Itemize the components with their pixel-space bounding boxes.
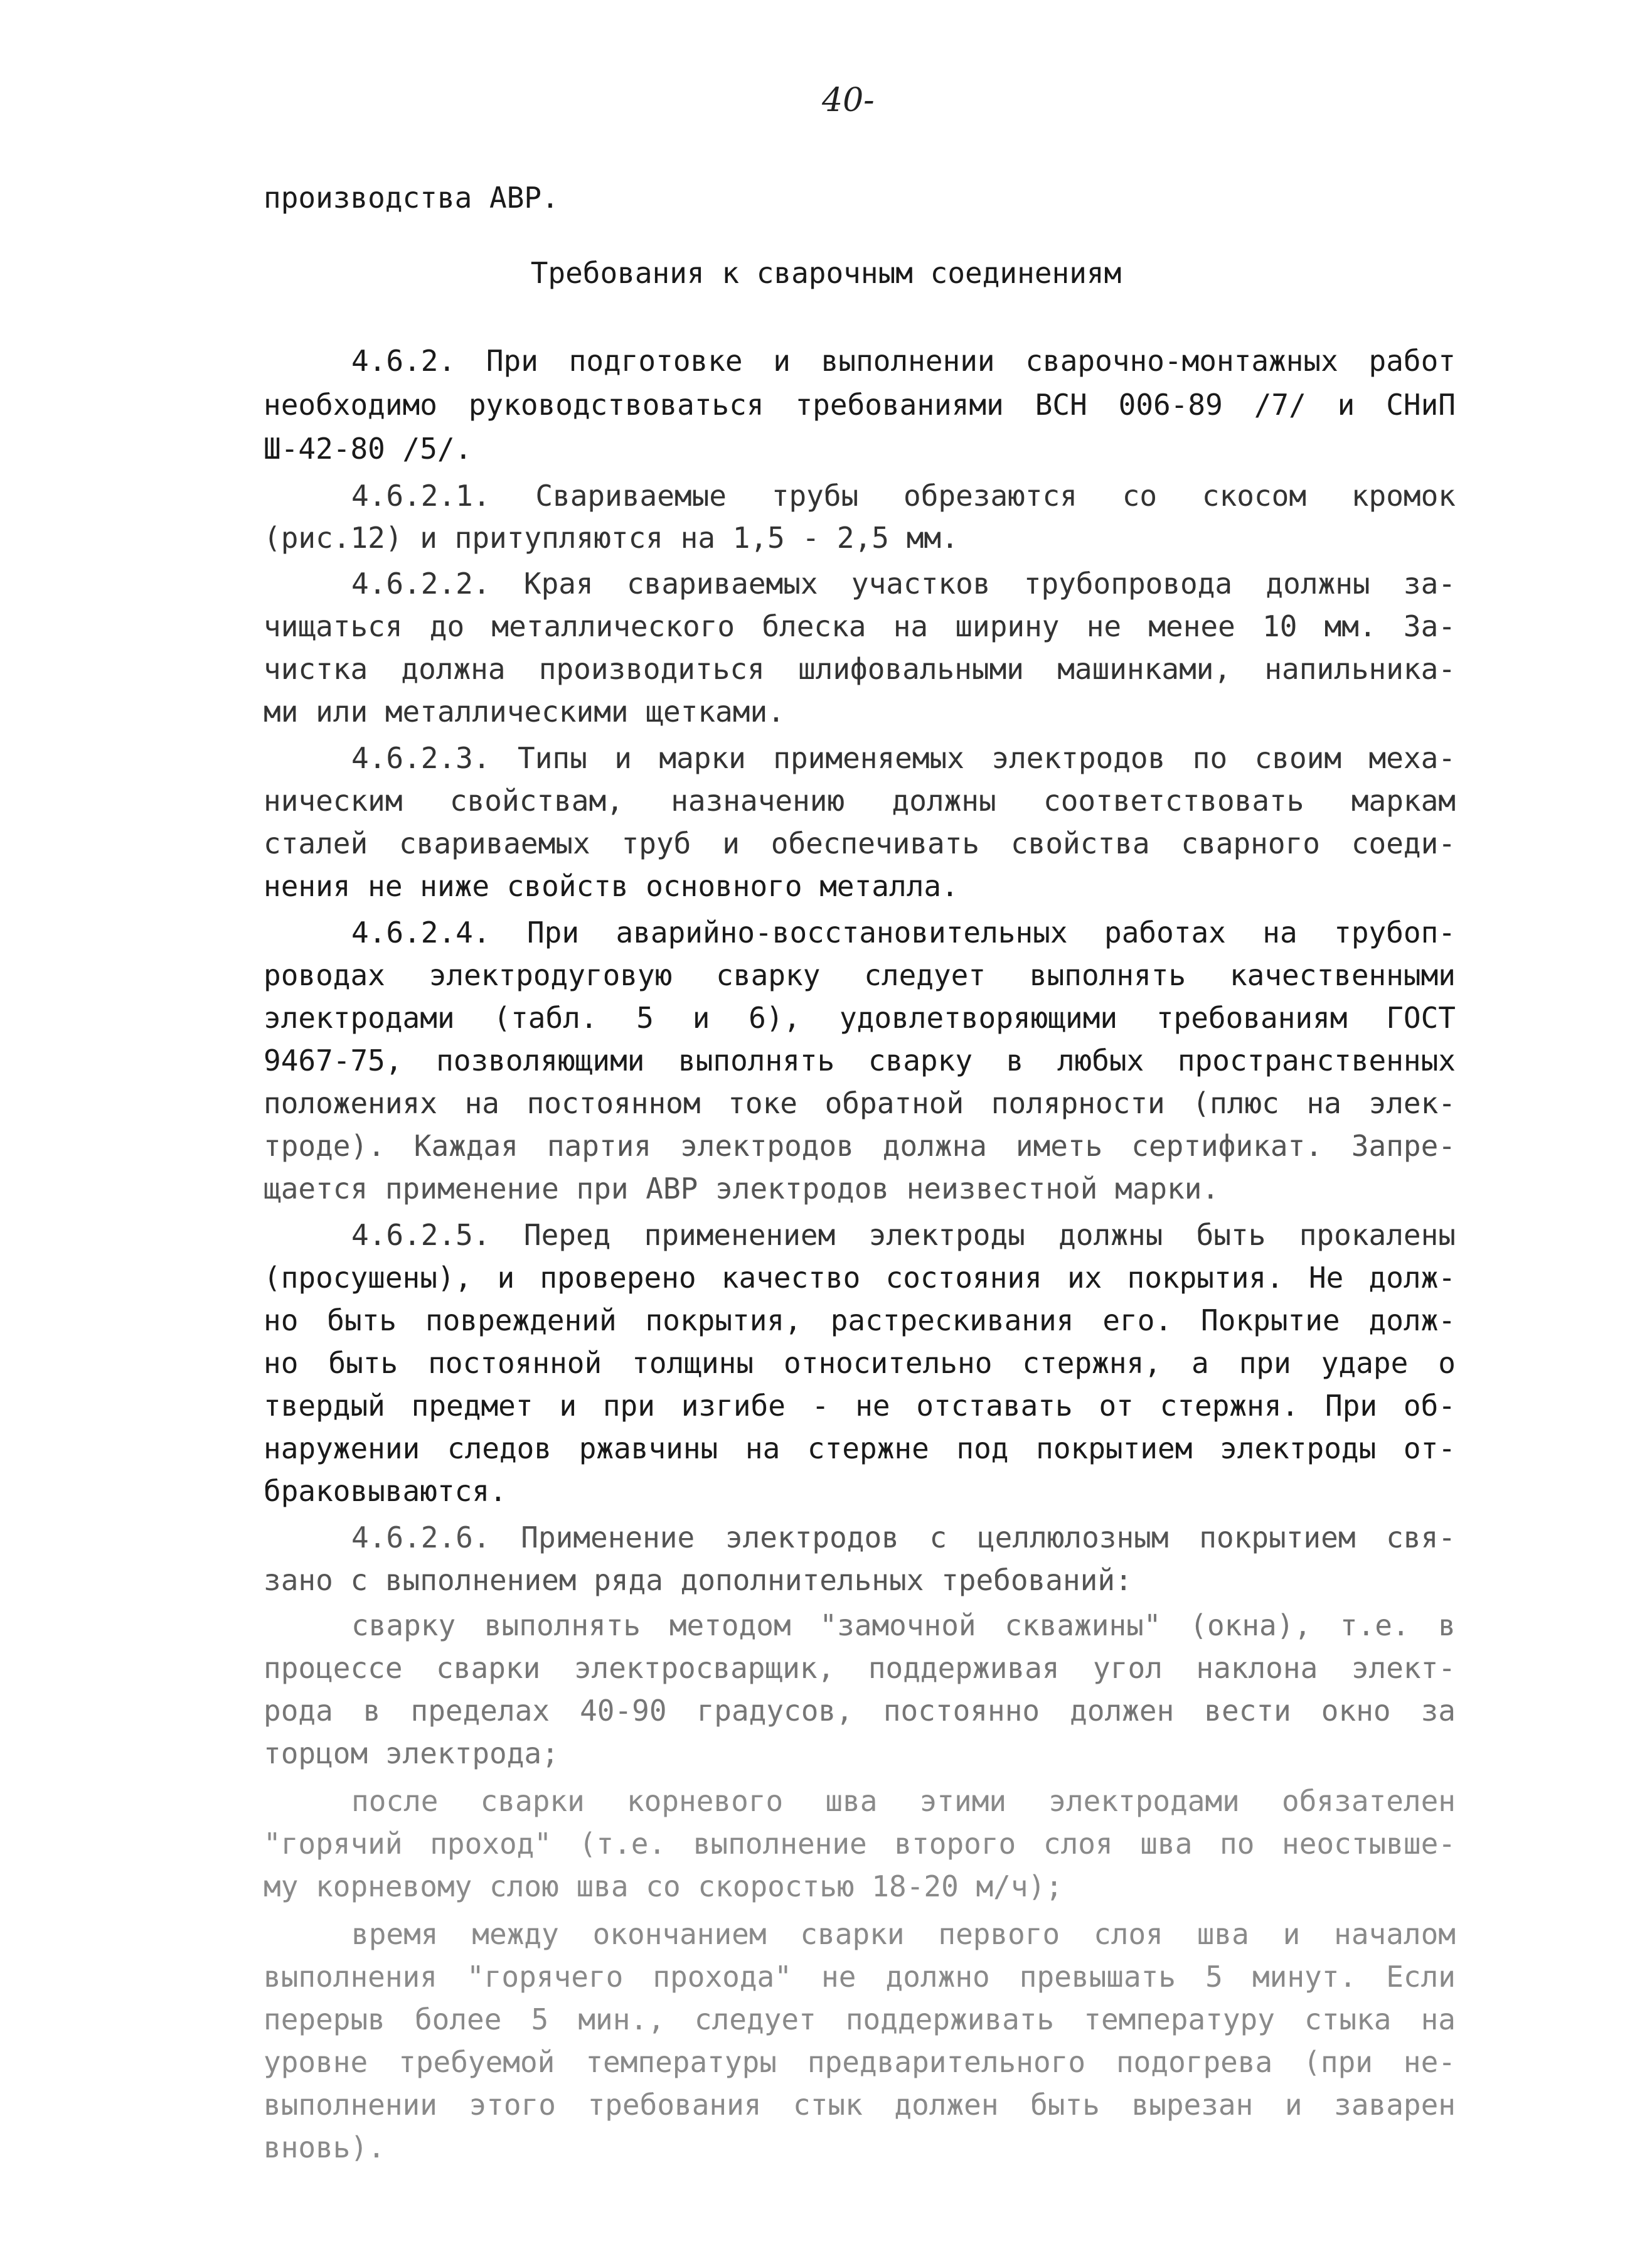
text-line: роводах электродуговую сварку следует выполнять качественными <box>264 958 1456 992</box>
text-line: наружении следов ржавчины на стержне под покрытием электроды от- <box>264 1431 1456 1465</box>
text-line: ми или металлическими щетками. <box>264 695 785 729</box>
text-line: 4.6.2.2. Края свариваемых участков трубопровода должны за- <box>351 567 1456 601</box>
text-line: процессе сварки электросварщик, поддерживая угол наклона элект- <box>264 1651 1456 1685</box>
page-number: 40- <box>822 82 875 119</box>
text-line: му корневому слою шва со скоростью 18-20 м/ч); <box>264 1869 1063 1903</box>
text-line: рода в пределах 40-90 градусов, постоянно должен вести окно за <box>264 1694 1456 1728</box>
text-line: 4.6.2. При подготовке и выполнении сварочно-монтажных работ <box>351 344 1456 378</box>
text-line: выполнении этого требования стык должен быть вырезан и заварен <box>264 2088 1456 2122</box>
text-line: щается применение при АВР электродов неизвестной марки. <box>264 1172 1220 1205</box>
text-line: чищаться до металлического блеска на ширину не менее 10 мм. За- <box>264 609 1456 643</box>
text-line: но быть повреждений покрытия, растрескивания его. Покрытие долж- <box>264 1303 1456 1337</box>
text-line: твердый предмет и при изгибе - не отставать от стержня. При об- <box>264 1389 1456 1423</box>
text-line: чистка должна производиться шлифовальными машинками, напильника- <box>264 652 1456 686</box>
text-line: сталей свариваемых труб и обеспечивать свойства сварного соеди- <box>264 826 1456 860</box>
text-line: 4.6.2.4. При аварийно-восстановительных работах на трубоп- <box>351 916 1456 949</box>
text-line: Ш-42-80 /5/. <box>264 432 472 466</box>
section-heading: Требования к сварочным соединениям <box>530 256 1122 290</box>
text-line: электродами (табл. 5 и 6), удовлетворяющими требованиям ГОСТ <box>264 1001 1456 1035</box>
text-line: (рис.12) и притупляются на 1,5 - 2,5 мм. <box>264 521 959 555</box>
text-line: 4.6.2.6. Применение электродов с целлюлозным покрытием свя- <box>351 1520 1456 1554</box>
text-line: положениях на постоянном токе обратной полярности (плюс на элек- <box>264 1086 1456 1120</box>
continuation-line: производства АВР. <box>264 181 559 215</box>
text-line: торцом электрода; <box>264 1736 559 1770</box>
text-line: нения не ниже свойств основного металла. <box>264 869 959 903</box>
text-line: после сварки корневого шва этими электродами обязателен <box>351 1784 1456 1818</box>
text-line: ническим свойствам, назначению должны соответствовать маркам <box>264 784 1456 818</box>
text-line: сварку выполнять методом "замочной скважины" (окна), т.е. в <box>351 1608 1456 1642</box>
text-line: выполнения "горячего прохода" не должно превышать 5 минут. Если <box>264 1960 1456 1994</box>
text-line: вновь). <box>264 2130 385 2164</box>
text-line: (просушены), и проверено качество состояния их покрытия. Не долж- <box>264 1261 1456 1295</box>
text-line: необходимо руководствоваться требованиями ВСН 006-89 /7/ и СНиП <box>264 388 1456 422</box>
text-line: 4.6.2.1. Свариваемые трубы обрезаются со скосом кромок <box>351 479 1456 513</box>
text-line: зано с выполнением ряда дополнительных требований: <box>264 1563 1132 1597</box>
text-line: время между окончанием сварки первого слоя шва и началом <box>351 1917 1456 1951</box>
text-line: "горячий проход" (т.е. выполнение второго слоя шва по неостывше- <box>264 1827 1456 1861</box>
text-line: браковываются. <box>264 1474 507 1508</box>
text-line: 9467-75, позволяющими выполнять сварку в любых пространственных <box>264 1044 1456 1077</box>
text-line: перерыв более 5 мин., следует поддерживать температуру стыка на <box>264 2002 1456 2036</box>
text-line: 4.6.2.3. Типы и марки применяемых электродов по своим меха- <box>351 741 1456 775</box>
text-line: 4.6.2.5. Перед применением электроды должны быть прокалены <box>351 1218 1456 1252</box>
text-line: уровне требуемой температуры предварительного подогрева (при не- <box>264 2045 1456 2079</box>
text-line: но быть постоянной толщины относительно стержня, а при ударе о <box>264 1346 1456 1380</box>
text-line: троде). Каждая партия электродов должна иметь сертификат. Запре- <box>264 1129 1456 1163</box>
